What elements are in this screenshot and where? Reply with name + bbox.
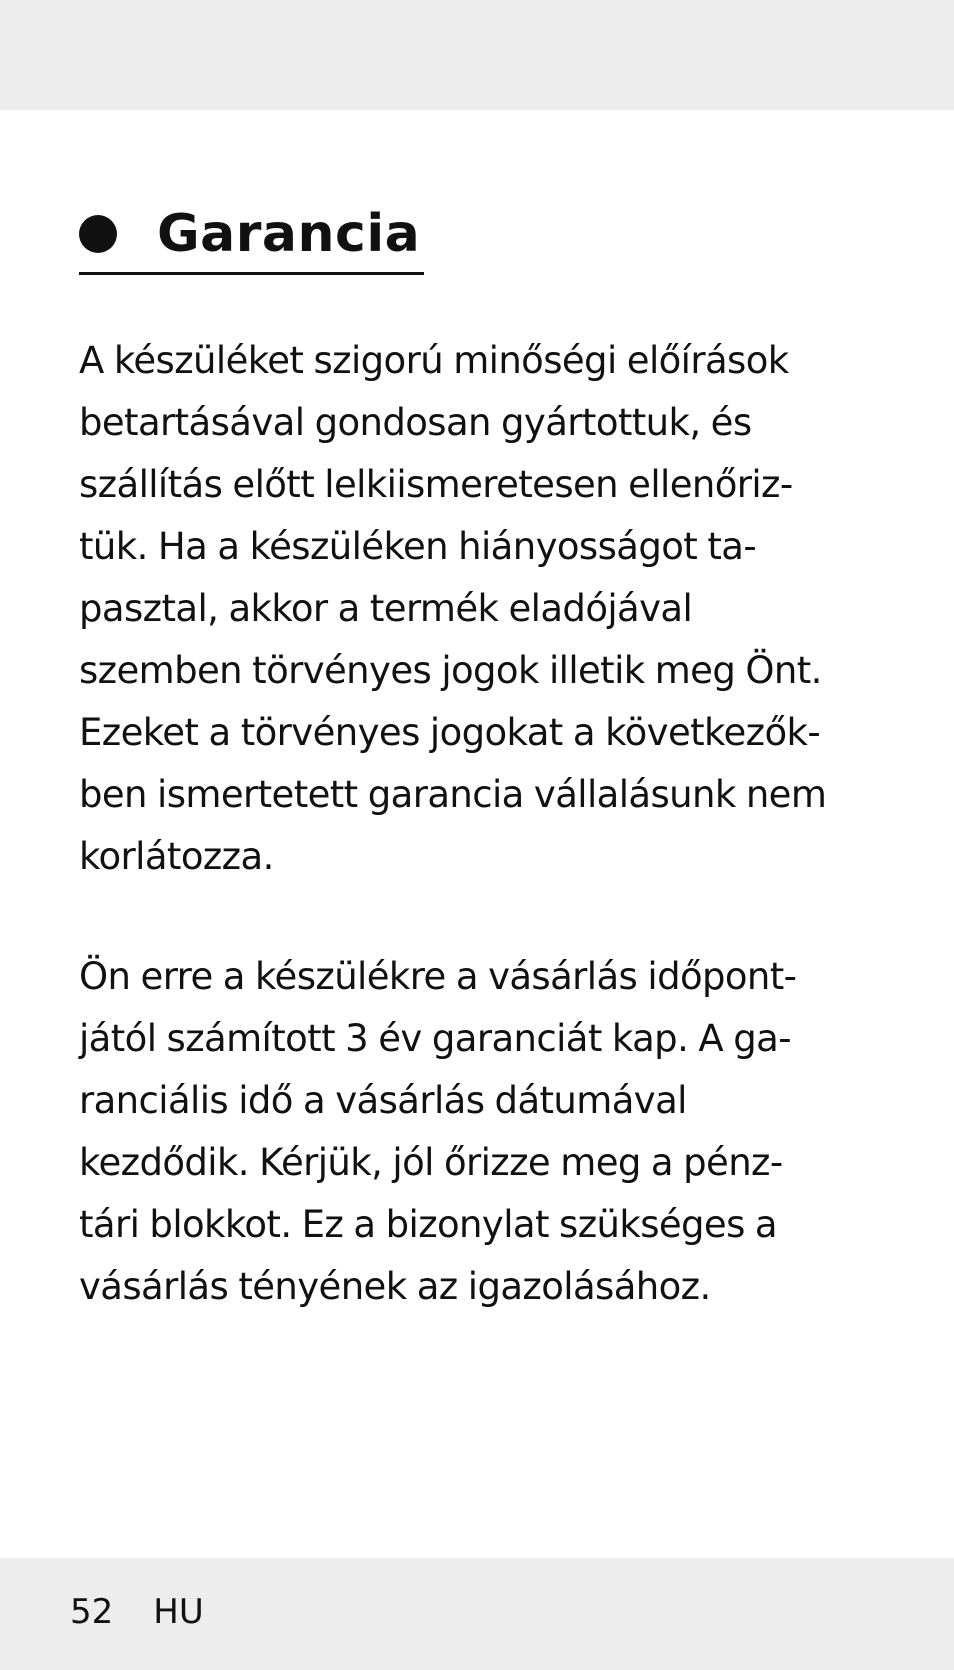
text-line: jától számított 3 év garanciát kap. A ga- (79, 1017, 791, 1060)
text-line: pasztal, akkor a termék eladójával (79, 587, 693, 630)
text-line: betartásával gondosan gyártottuk, és (79, 401, 752, 444)
section-heading (79, 196, 424, 275)
text-line: A készüléket szigorú minőségi előírások (79, 339, 789, 382)
page-footer (70, 1590, 204, 1634)
bullet-icon (79, 215, 117, 253)
text-line: ranciális idő a vásárlás dátumával (79, 1079, 687, 1122)
text-line: tári blokkot. Ez a bizonylat szükséges a (79, 1203, 778, 1246)
text-line: kezdődik. Kérjük, jól őrizze meg a pénz- (79, 1141, 783, 1184)
text-line: tük. Ha a készüléken hiányosságot ta- (79, 525, 757, 568)
warranty-paragraph-1 (79, 330, 879, 888)
warranty-paragraph-2 (79, 946, 879, 1318)
text-line: szemben törvényes jogok illetik meg Önt. (79, 649, 822, 692)
section-title: Garancia (157, 204, 421, 264)
text-line: Ön erre a készülékre a vásárlás időpont- (79, 955, 797, 998)
text-line: ben ismertetett garancia vállalásunk nem (79, 773, 827, 816)
text-line: vásárlás tényének az igazolásához. (79, 1265, 711, 1308)
text-line: Ezeket a törvényes jogokat a következők- (79, 711, 821, 754)
language-code: HU (153, 1592, 204, 1632)
text-line: korlátozza. (79, 835, 274, 878)
top-margin-band (0, 0, 954, 110)
page-number: 52 (70, 1592, 114, 1632)
text-line: szállítás előtt lelkiismeretesen ellenőriz- (79, 463, 793, 506)
